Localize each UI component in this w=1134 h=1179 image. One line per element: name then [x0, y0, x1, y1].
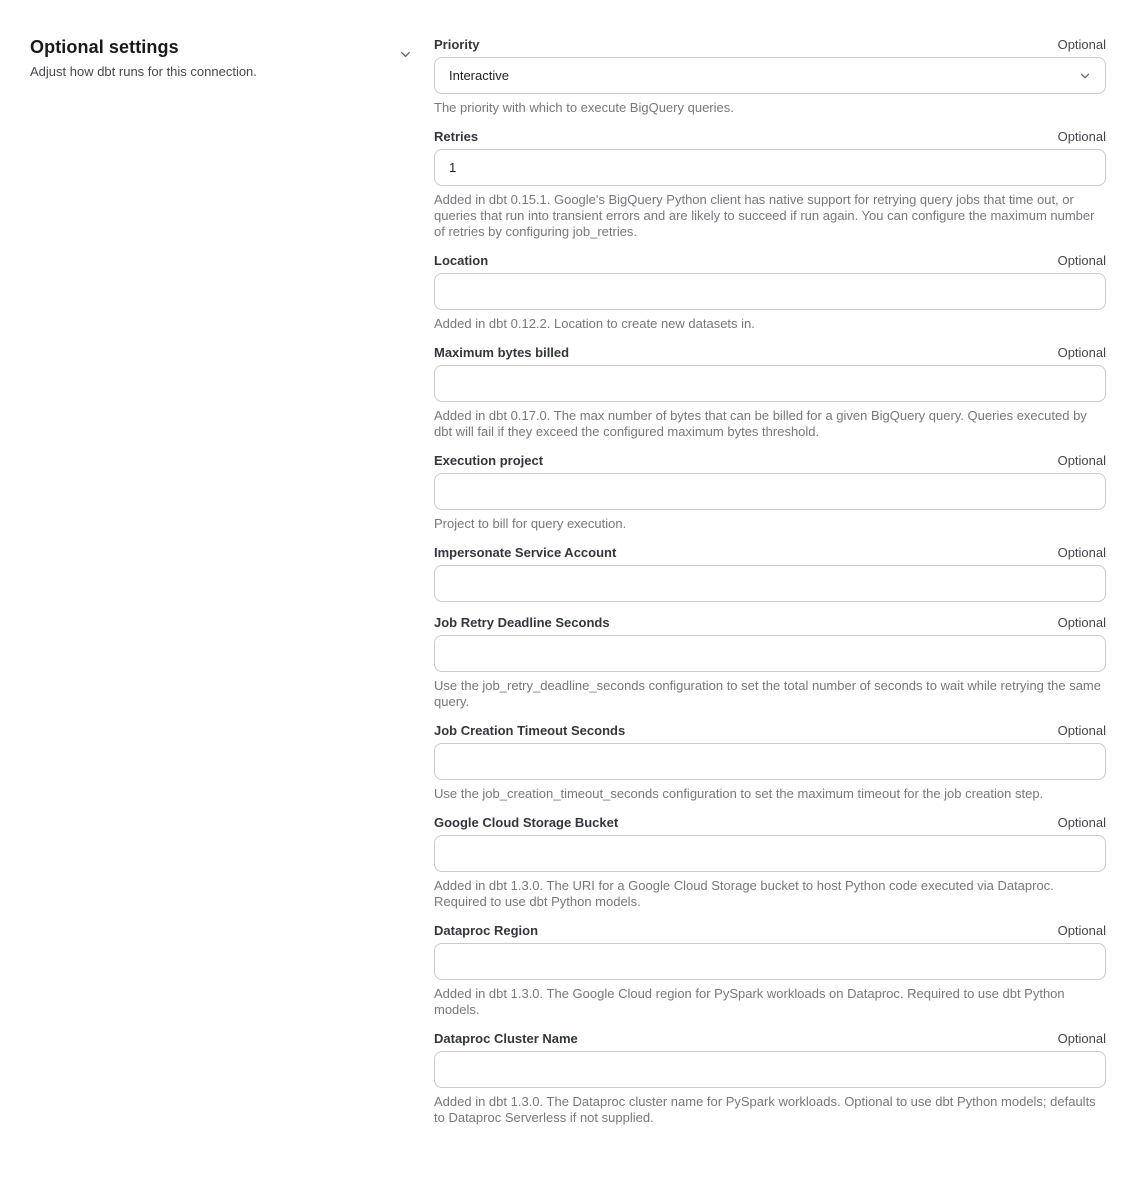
optional-badge: Optional [1057, 345, 1106, 360]
field-help: Added in dbt 1.3.0. The URI for a Google Cloud Storage bucket to host Python code executed via Dataproc. Required to use dbt Python models. [434, 878, 1054, 909]
field-job-creation-timeout-seconds [434, 723, 1106, 802]
optional-badge: Optional [1057, 129, 1106, 144]
field-help: Added in dbt 0.12.2. Location to create new datasets in. [434, 316, 755, 331]
field-label: Job Retry Deadline Seconds [434, 615, 610, 630]
optional-badge: Optional [1057, 37, 1106, 52]
field-location [434, 253, 1106, 332]
settings-form [434, 37, 1106, 1139]
optional-badge: Optional [1057, 923, 1106, 938]
retries-input[interactable] [434, 149, 1106, 186]
field-head [434, 723, 1106, 738]
field-head [434, 345, 1106, 360]
section-header-text [30, 37, 257, 80]
field-help: Added in dbt 0.15.1. Google's BigQuery Python client has native support for retrying query jobs that time out, or queries that run into transient errors and are likely to succeed if run again. You can configure the maximum number of retries by configuring job_retries. [434, 192, 1095, 239]
google-cloud-storage-bucket-input[interactable] [434, 835, 1106, 872]
field-head [434, 453, 1106, 468]
priority-select[interactable] [434, 57, 1106, 94]
field-help: Added in dbt 0.17.0. The max number of bytes that can be billed for a given BigQuery query. Queries executed by dbt will fail if they exceed the configured maximum bytes threshold. [434, 408, 1087, 439]
field-impersonate-service-account [434, 545, 1106, 602]
chevron-down-icon [399, 48, 412, 61]
page-subtitle: Adjust how dbt runs for this connection. [30, 64, 257, 79]
section-header [30, 37, 434, 80]
execution-project-input[interactable] [434, 473, 1106, 510]
field-execution-project [434, 453, 1106, 532]
impersonate-service-account-input[interactable] [434, 565, 1106, 602]
field-label: Priority [434, 37, 480, 52]
optional-badge: Optional [1057, 253, 1106, 268]
chevron-down-icon [1079, 70, 1091, 82]
select-value: Interactive [449, 68, 509, 83]
field-priority [434, 37, 1106, 116]
field-label: Dataproc Region [434, 923, 539, 938]
field-head [434, 37, 1106, 52]
field-help: Added in dbt 1.3.0. The Google Cloud region for PySpark workloads on Dataproc. Required to use dbt Python models. [434, 986, 1065, 1017]
job-retry-deadline-seconds-input[interactable] [434, 635, 1106, 672]
field-head [434, 615, 1106, 630]
field-label: Maximum bytes billed [434, 345, 570, 360]
field-label: Google Cloud Storage Bucket [434, 815, 619, 830]
field-label: Impersonate Service Account [434, 545, 617, 560]
field-label: Execution project [434, 453, 544, 468]
field-label: Dataproc Cluster Name [434, 1031, 578, 1046]
field-label: Location [434, 253, 489, 268]
field-maximum-bytes-billed [434, 345, 1106, 440]
field-help: Use the job_retry_deadline_seconds configuration to set the total number of seconds to wait while retrying the same query. [434, 678, 1101, 709]
dataproc-cluster-name-input[interactable] [434, 1051, 1106, 1088]
field-help: The priority with which to execute BigQuery queries. [434, 100, 734, 115]
field-retries [434, 129, 1106, 240]
field-help: Added in dbt 1.3.0. The Dataproc cluster name for PySpark workloads. Optional to use dbt Python models; defaults to Dataproc Serverless if not supplied. [434, 1094, 1096, 1125]
field-google-cloud-storage-bucket [434, 815, 1106, 910]
collapse-section-button[interactable] [397, 46, 413, 62]
field-head [434, 1031, 1106, 1046]
optional-badge: Optional [1057, 723, 1106, 738]
field-dataproc-cluster-name [434, 1031, 1106, 1126]
optional-badge: Optional [1057, 545, 1106, 560]
field-label: Job Creation Timeout Seconds [434, 723, 626, 738]
location-input[interactable] [434, 273, 1106, 310]
field-head [434, 545, 1106, 560]
optional-badge: Optional [1057, 615, 1106, 630]
optional-badge: Optional [1057, 453, 1106, 468]
page-title: Optional settings [30, 37, 179, 57]
dataproc-region-input[interactable] [434, 943, 1106, 980]
field-head [434, 129, 1106, 144]
optional-badge: Optional [1057, 1031, 1106, 1046]
field-help: Project to bill for query execution. [434, 516, 627, 531]
field-head [434, 253, 1106, 268]
field-head [434, 815, 1106, 830]
field-head [434, 923, 1106, 938]
field-help: Use the job_creation_timeout_seconds configuration to set the maximum timeout for the job creation step. [434, 786, 1044, 801]
maximum-bytes-billed-input[interactable] [434, 365, 1106, 402]
optional-badge: Optional [1057, 815, 1106, 830]
field-label: Retries [434, 129, 479, 144]
job-creation-timeout-seconds-input[interactable] [434, 743, 1106, 780]
field-job-retry-deadline-seconds [434, 615, 1106, 710]
field-dataproc-region [434, 923, 1106, 1018]
